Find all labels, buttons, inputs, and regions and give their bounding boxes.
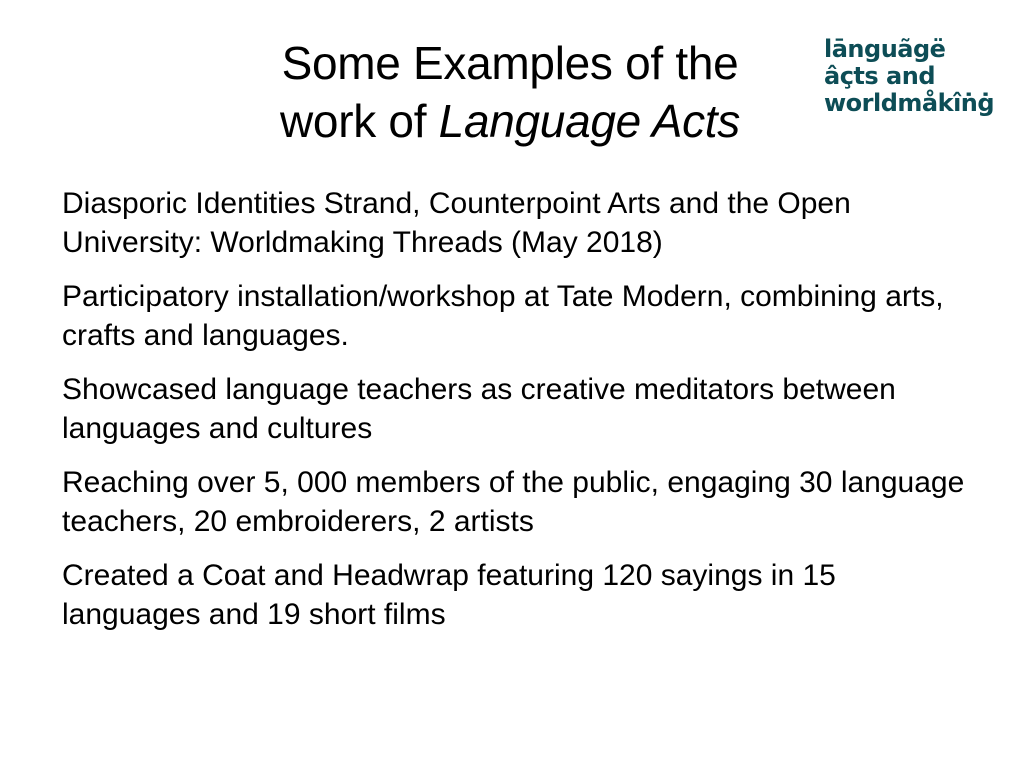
logo-line-1: lānguãgë xyxy=(824,35,946,63)
logo-line-3: worldmåkîṅġ xyxy=(824,89,995,117)
title-line-2 xyxy=(190,92,830,150)
logo-line-2: âçts and xyxy=(824,62,935,90)
slide-title xyxy=(190,34,830,150)
title-line-1: Some Examples of the xyxy=(281,37,739,89)
body-paragraph: Showcased language teachers as creative meditators between languages and cultures xyxy=(62,373,896,445)
title-line-2-prefix: work of xyxy=(280,95,439,147)
body-paragraph: Created a Coat and Headwrap featuring 120 sayings in 15 languages and 19 short films xyxy=(62,559,836,631)
slide-body xyxy=(62,184,972,649)
body-paragraph: Diasporic Identities Strand, Counterpoint Arts and the Open University: Worldmaking Threads (May 2018) xyxy=(62,187,851,259)
title-line-2-italic: Language Acts xyxy=(438,95,740,147)
language-acts-logo xyxy=(824,36,1004,117)
body-paragraph: Participatory installation/workshop at Tate Modern, combining arts, crafts and languages. xyxy=(62,280,944,352)
body-paragraph: Reaching over 5, 000 members of the public, engaging 30 language teachers, 20 embroiderers, 2 artists xyxy=(62,466,965,538)
